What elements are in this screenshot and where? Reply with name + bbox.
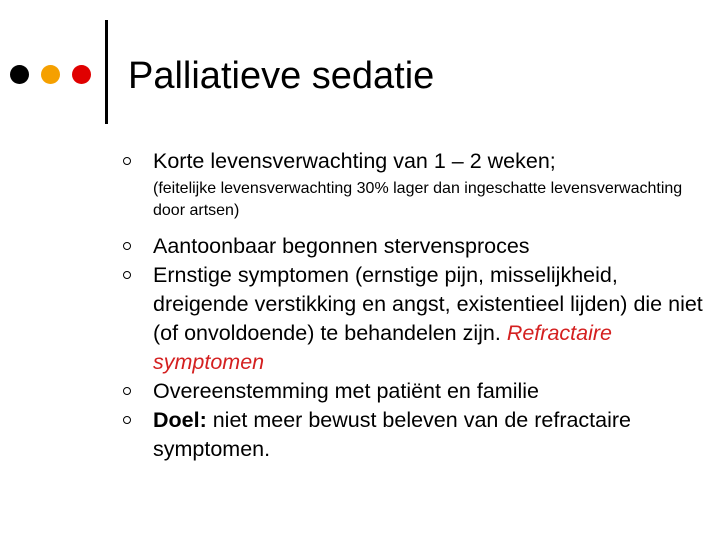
black-dot-icon	[10, 65, 29, 84]
bullet-icon	[123, 416, 131, 424]
bullet-text: Korte levensverwachting van 1 – 2 weken;	[153, 149, 556, 173]
bullet-icon	[123, 157, 131, 165]
title-divider	[105, 20, 108, 124]
bullet-icon	[123, 242, 131, 250]
goal-label: Doel:	[153, 408, 207, 432]
bullet-text: niet meer bewust beleven van de refractaire symptomen.	[153, 408, 632, 461]
refractory-symptoms-emphasis: Refractaire symptomen	[153, 321, 612, 374]
bullet-subnote: (feitelijke levensverwachting 30% lager dan ingeschatte levensverwachting door artsen)	[153, 180, 683, 219]
bullet-item-agreement	[115, 377, 705, 406]
bullet-text: Ernstige symptomen (ernstige pijn, misselijkheid, dreigende verstikking en angst, existentieel lijden) die niet (of onvoldoende) te behandelen zijn.	[153, 263, 703, 345]
bullet-item-life-expectancy	[115, 147, 705, 176]
bullet-text: Aantoonbaar begonnen stervensproces	[153, 234, 530, 258]
bullet-icon	[123, 387, 131, 395]
orange-dot-icon	[41, 65, 60, 84]
red-dot-icon	[72, 65, 91, 84]
decorative-dots	[10, 65, 94, 85]
bullet-item-goal	[115, 406, 705, 464]
bullet-icon	[123, 271, 131, 279]
bullet-list	[115, 147, 705, 464]
bullet-text: Overeenstemming met patiënt en familie	[153, 379, 539, 403]
bullet-item-dying-process	[115, 232, 705, 261]
slide-title: Palliatieve sedatie	[128, 55, 435, 97]
bullet-item-symptoms	[115, 261, 705, 377]
